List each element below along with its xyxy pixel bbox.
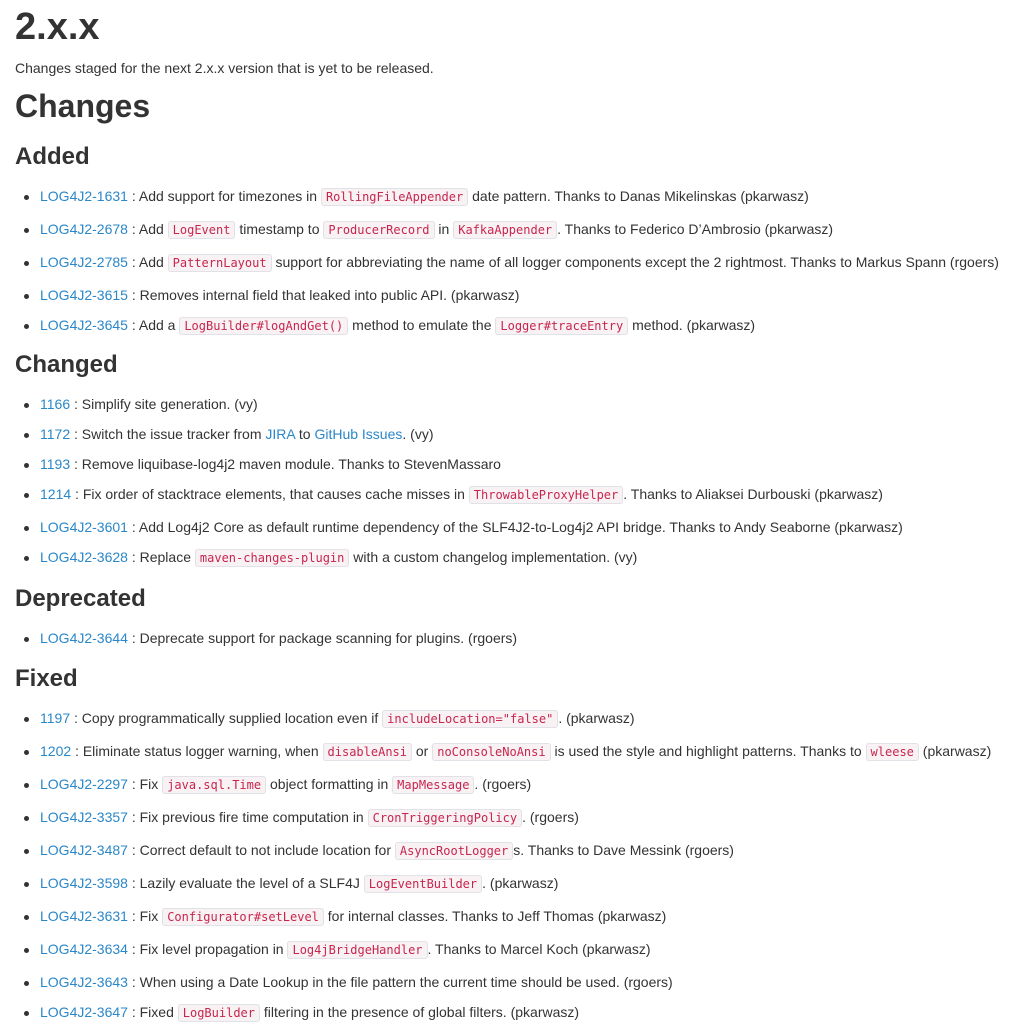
- issue-link[interactable]: LOG4J2-2297: [40, 776, 128, 792]
- code-snippet: LogEvent: [168, 221, 236, 239]
- change-item: [15, 547, 1010, 568]
- item-text: or: [412, 743, 433, 759]
- issue-link[interactable]: LOG4J2-3615: [40, 287, 128, 303]
- item-text: : Add: [127, 254, 168, 270]
- issue-link[interactable]: LOG4J2-3631: [40, 908, 128, 924]
- item-text: method to emulate the: [348, 317, 496, 333]
- issue-link[interactable]: LOG4J2-1631: [40, 188, 128, 204]
- change-item: [15, 972, 1010, 992]
- item-text: : Deprecate support for package scanning for plugins. (rgoers): [127, 630, 518, 646]
- code-snippet: includeLocation="false": [382, 710, 558, 728]
- change-item: [15, 708, 1010, 729]
- item-text: . (pkarwasz): [558, 710, 635, 726]
- item-text: : Remove liquibase-log4j2 maven module. Thanks to StevenMassaro: [70, 456, 501, 472]
- issue-link[interactable]: LOG4J2-2678: [40, 221, 128, 237]
- issue-link[interactable]: LOG4J2-3634: [40, 941, 128, 957]
- item-text: : Fix level propagation in: [127, 941, 288, 957]
- item-text: with a custom changelog implementation. (vy): [349, 549, 638, 565]
- issue-link[interactable]: LOG4J2-3643: [40, 974, 128, 990]
- item-text: : Add Log4j2 Core as default runtime dependency of the SLF4J2-to-Log4j2 API bridge. Thanks to Andy Seaborne (pkarwasz): [127, 519, 903, 535]
- issue-link[interactable]: 1172: [40, 426, 71, 442]
- change-item: [15, 219, 1010, 240]
- item-text: support for abbreviating the name of all logger components except the 2 rightmost. Thanks to Markus Spann (rgoers): [271, 254, 999, 270]
- item-text: s. Thanks to Dave Messink (rgoers): [513, 842, 734, 858]
- item-text: method. (pkarwasz): [628, 317, 756, 333]
- deprecated-list: [15, 628, 1010, 648]
- change-item: [15, 285, 1010, 305]
- change-item: [15, 840, 1010, 861]
- deprecated-heading: Deprecated: [15, 585, 146, 612]
- item-text: for internal classes. Thanks to Jeff Thomas (pkarwasz): [323, 908, 667, 924]
- item-text: object formatting in: [266, 776, 393, 792]
- code-snippet: AsyncRootLogger: [395, 842, 513, 860]
- added-list: [15, 186, 1010, 336]
- code-snippet: maven-changes-plugin: [195, 549, 350, 567]
- issue-link[interactable]: LOG4J2-3628: [40, 549, 128, 565]
- code-snippet: KafkaAppender: [453, 221, 557, 239]
- intro-text: Changes staged for the next 2.x.x version that is yet to be released.: [15, 60, 434, 76]
- issue-link[interactable]: LOG4J2-2785: [40, 254, 128, 270]
- item-text: : Replace: [127, 549, 195, 565]
- code-snippet: LogEventBuilder: [364, 875, 482, 893]
- item-text: . Thanks to Federico D’Ambrosio (pkarwasz): [557, 221, 834, 237]
- code-snippet: Log4jBridgeHandler: [287, 941, 427, 959]
- item-text: filtering in the presence of global filters. (pkarwasz): [260, 1004, 580, 1020]
- issue-link[interactable]: LOG4J2-3647: [40, 1004, 128, 1020]
- code-snippet: PatternLayout: [168, 254, 272, 272]
- code-snippet: Logger#traceEntry: [495, 317, 628, 335]
- change-item: [15, 906, 1010, 927]
- code-snippet: LogBuilder: [178, 1004, 260, 1022]
- changes-heading: Changes: [15, 88, 151, 124]
- issue-link[interactable]: 1202: [40, 743, 72, 759]
- item-text: . (rgoers): [522, 809, 579, 825]
- change-item: [15, 186, 1010, 207]
- item-text: to: [294, 426, 315, 442]
- code-snippet: RollingFileAppender: [321, 188, 468, 206]
- issue-link[interactable]: LOG4J2-3598: [40, 875, 128, 891]
- issue-link[interactable]: LOG4J2-3487: [40, 842, 128, 858]
- page-title: 2.x.x: [15, 6, 100, 48]
- change-item: [15, 873, 1010, 894]
- change-item: [15, 484, 1010, 505]
- code-snippet: ProducerRecord: [323, 221, 434, 239]
- code-snippet: ThrowableProxyHelper: [469, 486, 624, 504]
- item-text: : Eliminate status logger warning, when: [71, 743, 323, 759]
- item-text: : Fix previous fire time computation in: [127, 809, 368, 825]
- item-text: in: [434, 221, 454, 237]
- inline-link[interactable]: GitHub Issues: [314, 426, 403, 442]
- item-text: : Correct default to not include location for: [127, 842, 395, 858]
- item-text: : Lazily evaluate the level of a SLF4J: [127, 875, 364, 891]
- item-text: : Switch the issue tracker from: [70, 426, 266, 442]
- item-text: : Add a: [127, 317, 180, 333]
- item-text: . (vy): [402, 426, 434, 442]
- item-text: : Fix: [127, 776, 163, 792]
- change-item: [15, 517, 1010, 537]
- change-item: [15, 394, 1010, 414]
- item-text: : Fixed: [127, 1004, 178, 1020]
- item-text: : Fix: [127, 908, 163, 924]
- issue-link[interactable]: LOG4J2-3645: [40, 317, 128, 333]
- issue-link[interactable]: LOG4J2-3357: [40, 809, 128, 825]
- code-snippet: disableAnsi: [323, 743, 412, 761]
- change-item: [15, 741, 1010, 762]
- issue-link[interactable]: 1193: [40, 456, 71, 472]
- code-snippet: wleese: [866, 743, 919, 761]
- item-text: : When using a Date Lookup in the file pattern the current time should be used. (rgoers): [127, 974, 673, 990]
- change-item: [15, 454, 1010, 474]
- change-item: [15, 252, 1010, 273]
- item-text: (pkarwasz): [918, 743, 992, 759]
- issue-link[interactable]: LOG4J2-3601: [40, 519, 128, 535]
- issue-link[interactable]: LOG4J2-3644: [40, 630, 128, 646]
- item-text: : Fix order of stacktrace elements, that causes cache misses in: [71, 486, 469, 502]
- change-item: [15, 1002, 1010, 1023]
- issue-link[interactable]: 1166: [40, 396, 71, 412]
- code-snippet: CronTriggeringPolicy: [368, 809, 523, 827]
- item-text: : Simplify site generation. (vy): [70, 396, 258, 412]
- changed-list: [15, 394, 1010, 568]
- code-snippet: LogBuilder#logAndGet(): [179, 317, 348, 335]
- item-text: date pattern. Thanks to Danas Mikelinskas (pkarwasz): [468, 188, 809, 204]
- item-text: : Copy programmatically supplied location even if: [70, 710, 383, 726]
- change-item: [15, 807, 1010, 828]
- item-text: : Add support for timezones in: [127, 188, 321, 204]
- code-snippet: MapMessage: [392, 776, 474, 794]
- change-item: [15, 628, 1010, 648]
- issue-link[interactable]: 1214: [40, 486, 72, 502]
- change-item: [15, 315, 1010, 336]
- code-snippet: java.sql.Time: [162, 776, 266, 794]
- change-item: [15, 939, 1010, 960]
- added-heading: Added: [15, 143, 90, 170]
- code-snippet: Configurator#setLevel: [162, 908, 324, 926]
- fixed-list: [15, 708, 1010, 1023]
- item-text: . (rgoers): [474, 776, 532, 792]
- fixed-heading: Fixed: [15, 665, 78, 692]
- item-text: : Add: [127, 221, 168, 237]
- change-item: [15, 774, 1010, 795]
- inline-link[interactable]: JIRA: [265, 426, 295, 442]
- item-text: timestamp to: [235, 221, 324, 237]
- item-text: . Thanks to Aliaksei Durbouski (pkarwasz): [623, 486, 883, 502]
- item-text: is used the style and highlight patterns. Thanks to: [550, 743, 866, 759]
- item-text: . (pkarwasz): [482, 875, 559, 891]
- issue-link[interactable]: 1197: [40, 710, 71, 726]
- item-text: . Thanks to Marcel Koch (pkarwasz): [427, 941, 651, 957]
- change-item: [15, 424, 1010, 444]
- item-text: : Removes internal field that leaked into public API. (pkarwasz): [127, 287, 520, 303]
- code-snippet: noConsoleNoAnsi: [432, 743, 550, 761]
- changed-heading: Changed: [15, 351, 118, 378]
